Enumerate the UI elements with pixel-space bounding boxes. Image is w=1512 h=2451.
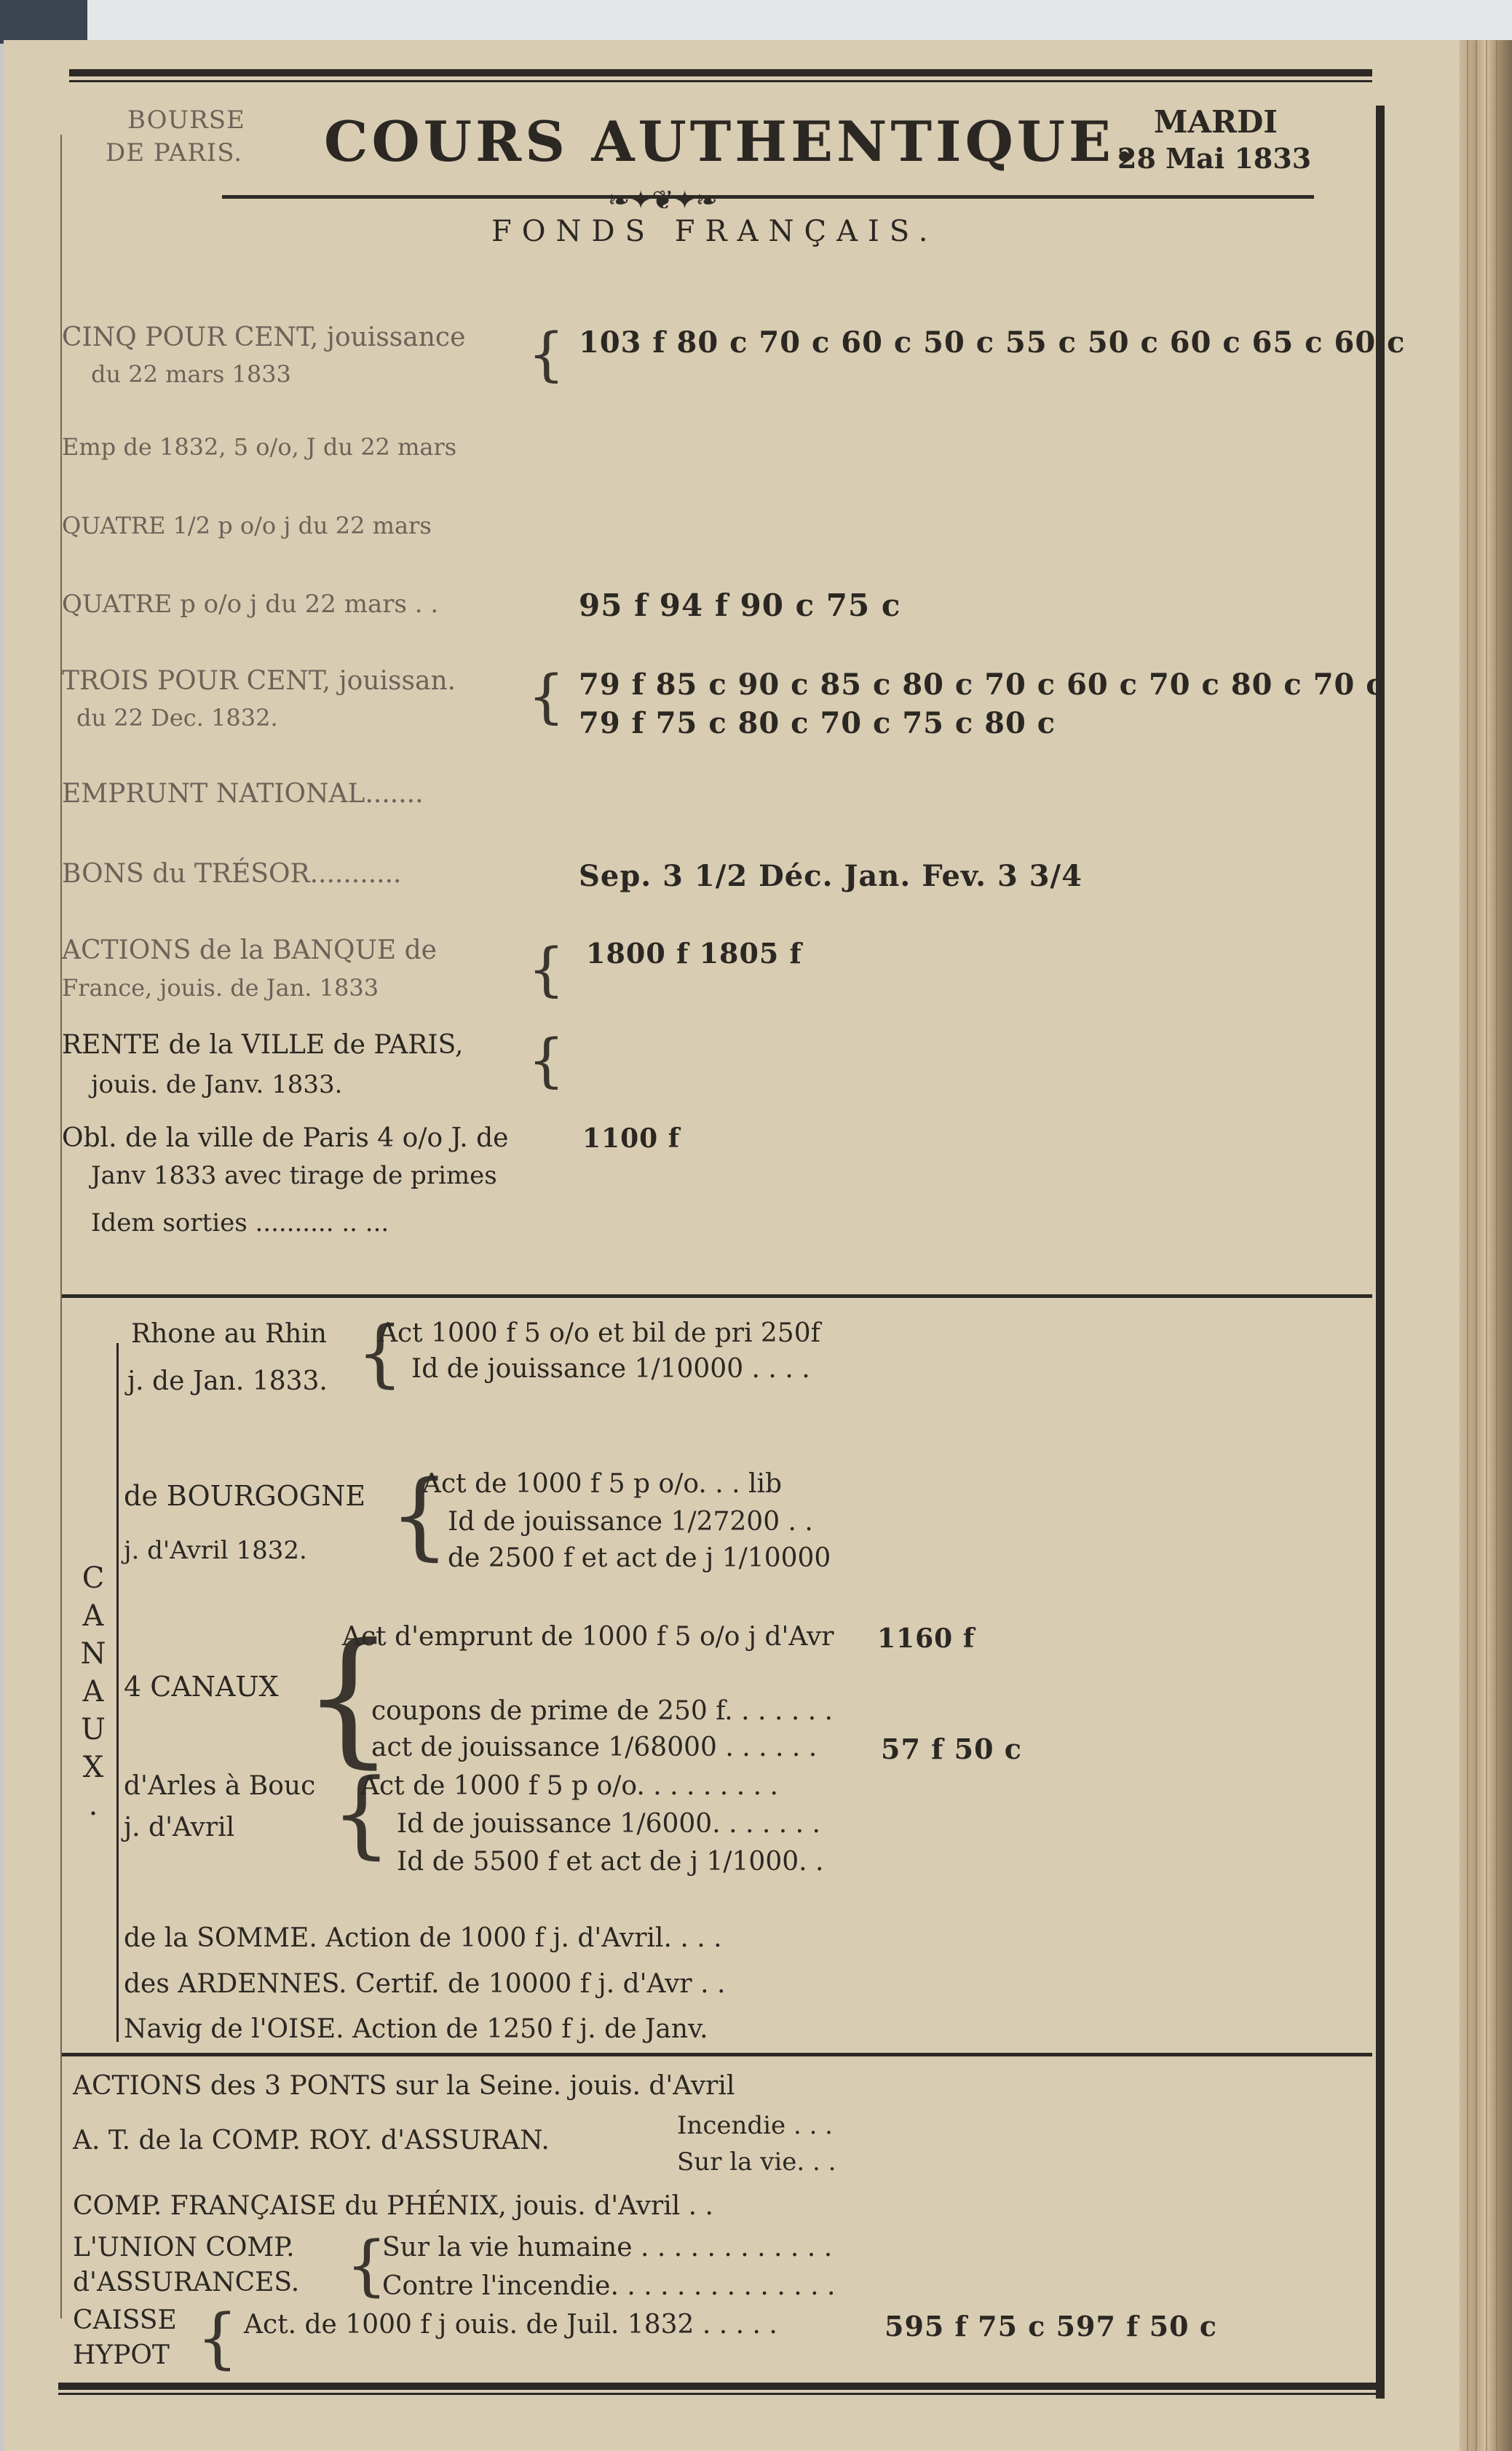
canal-act: act de jouissance 1/68000 . . . . . . (371, 1733, 818, 1762)
fonds-row-sublabel: jouis. de Janv. 1833. (91, 1070, 343, 1099)
brace-icon: { (357, 1310, 403, 1395)
canal-act: de 2500 f et act de j 1/10000 (448, 1543, 831, 1573)
fonds-row-sublabel: du 22 mars 1833 (91, 360, 291, 388)
actions-row: ACTIONS des 3 PONTS sur la Seine. jouis. d'Avril (73, 2071, 735, 2101)
bottom-border (58, 2383, 1376, 2390)
fonds-row-label: ACTIONS de la BANQUE de (62, 935, 437, 965)
actions-sub: Incendie . . . (677, 2111, 833, 2140)
actions-row: d'ASSURANCES. (73, 2268, 300, 2297)
date-label: 28 Mai 1833 (1117, 142, 1312, 175)
canal-value: 1160 f (877, 1623, 975, 1654)
canal-act: Act d'emprunt de 1000 f 5 o/o j d'Avr (342, 1622, 834, 1652)
canal-act: Id de 5500 f et act de j 1/1000. . (397, 1847, 824, 1877)
bourse-label: BOURSE (127, 106, 245, 135)
fonds-row-value: 95 f 94 f 90 c 75 c (579, 587, 901, 623)
actions-row: HYPOT (73, 2340, 170, 2370)
canal-value: 57 f 50 c (881, 1733, 1022, 1765)
fonds-row-value-2: 79 f 75 c 80 c 70 c 75 c 80 c (579, 706, 1056, 740)
fonds-row-label: RENTE de la VILLE de PARIS, (62, 1030, 464, 1060)
canal-row: de la SOMME. Action de 1000 f j. d'Avril. . . . (124, 1923, 722, 1953)
canaux-side-label: CANAUX. (76, 1561, 110, 1826)
fonds-row-label: EMPRUNT NATIONAL....... (62, 779, 424, 809)
canal-name-sub: j. de Jan. 1833. (127, 1366, 328, 1396)
canal-row: Navig de l'OISE. Action de 1250 f j. de Janv. (124, 2014, 708, 2044)
canal-name-sub: j. d'Avril 1832. (124, 1536, 307, 1565)
fonds-row-label: Idem sorties .......... .. ... (91, 1208, 389, 1238)
header-rule (222, 195, 1314, 199)
section-divider (62, 2053, 1372, 2056)
canal-act: Id de jouissance 1/27200 . . (448, 1507, 813, 1537)
canal-name-sub: j. d'Avril (124, 1813, 235, 1842)
actions-row: A. T. de la COMP. ROY. d'ASSURAN. (73, 2126, 550, 2155)
brace-icon: { (302, 1612, 395, 1782)
brace-icon: { (346, 2228, 388, 2304)
canal-act: coupons de prime de 250 f. . . . . . . (371, 1696, 834, 1726)
scan-edge (0, 0, 87, 44)
canal-name: Rhone au Rhin (131, 1319, 327, 1349)
top-border (69, 69, 1372, 76)
fonds-row-label: BONS du TRÉSOR........... (62, 859, 402, 889)
page-title: COURS AUTHENTIQUE. (324, 109, 1138, 174)
actions-row: CAISSE (73, 2305, 177, 2335)
canal-act: Act de 1000 f 5 p o/o. . . . . . . . . (360, 1771, 778, 1801)
ornament-icon: ❧✦❦✦❧ (608, 186, 718, 215)
fonds-row-label: CINQ POUR CENT, jouissance (62, 322, 466, 352)
brace-icon: { (528, 935, 565, 1003)
fonds-row-sublabel: du 22 Dec. 1832. (76, 704, 278, 732)
fonds-row-sublabel: France, jouis. de Jan. 1833 (62, 974, 379, 1002)
fonds-row-label: QUATRE p o/o j du 22 mars . . (62, 590, 439, 619)
canal-name: 4 CANAUX (124, 1671, 279, 1703)
brace-icon: { (389, 1460, 450, 1570)
fonds-row-label: Emp de 1832, 5 o/o, J du 22 mars (62, 433, 457, 461)
fonds-row-sublabel: Janv 1833 avec tirage de primes (91, 1161, 497, 1190)
fonds-row-value: 1800 f 1805 f (586, 937, 802, 970)
canal-act: Id de jouissance 1/10000 . . . . (411, 1354, 810, 1384)
top-margin (0, 0, 1512, 40)
day-label: MARDI (1154, 104, 1278, 140)
brace-icon: { (197, 2300, 239, 2377)
fonds-row-value: Sep. 3 1/2 Déc. Jan. Fev. 3 3/4 (579, 859, 1082, 893)
canal-name: d'Arles à Bouc (124, 1771, 316, 1801)
brace-icon: { (528, 1026, 565, 1094)
fonds-row-value: 1100 f (582, 1123, 681, 1154)
fonds-row-value: 103 f 80 c 70 c 60 c 50 c 55 c 50 c 60 c 65 c 60 c (579, 325, 1406, 360)
document-page (4, 40, 1460, 2451)
right-border (1376, 106, 1385, 2399)
actions-row: L'UNION COMP. (73, 2233, 295, 2262)
fonds-row-value: 79 f 85 c 90 c 85 c 80 c 70 c 60 c 70 c 80 c 70 c (579, 668, 1385, 702)
canal-act: Id de jouissance 1/6000. . . . . . . (397, 1809, 820, 1839)
top-border-thin (69, 80, 1372, 82)
brace-icon: { (528, 662, 565, 730)
bourse-label-2: DE PARIS. (106, 138, 243, 167)
canal-act: Act 1000 f 5 o/o et bil de pri 250f (379, 1318, 820, 1348)
fonds-row-label: TROIS POUR CENT, jouissan. (62, 666, 456, 696)
actions-value: 595 f 75 c 597 f 50 c (884, 2310, 1217, 2343)
section-divider (62, 1294, 1372, 1298)
actions-row: COMP. FRANÇAISE du PHÉNIX, jouis. d'Avril . . (73, 2191, 713, 2221)
actions-sub: Sur la vie. . . (677, 2147, 836, 2177)
actions-sub: Sur la vie humaine . . . . . . . . . . . . (382, 2233, 833, 2262)
brace-icon: { (331, 1758, 392, 1869)
left-rule (60, 135, 62, 2319)
canal-row: des ARDENNES. Certif. de 10000 f j. d'Avr . . (124, 1969, 726, 1999)
fonds-row-label: Obl. de la ville de Paris 4 o/o J. de (62, 1123, 509, 1153)
section-heading: FONDS FRANÇAIS. (491, 215, 938, 248)
brace-icon: { (528, 320, 565, 388)
canal-act: Act de 1000 f 5 p o/o. . . lib (422, 1469, 783, 1499)
bottom-border-thin (58, 2393, 1376, 2395)
actions-sub: Contre l'incendie. . . . . . . . . . . . . . (382, 2271, 836, 2301)
canal-name: de BOURGOGNE (124, 1480, 366, 1512)
canaux-bracket-rule (116, 1343, 119, 2042)
actions-sub: Act. de 1000 f j ouis. de Juil. 1832 . . . . . (244, 2310, 777, 2340)
fonds-row-label: QUATRE 1/2 p o/o j du 22 mars (62, 512, 432, 539)
book-spine (1460, 40, 1512, 2451)
